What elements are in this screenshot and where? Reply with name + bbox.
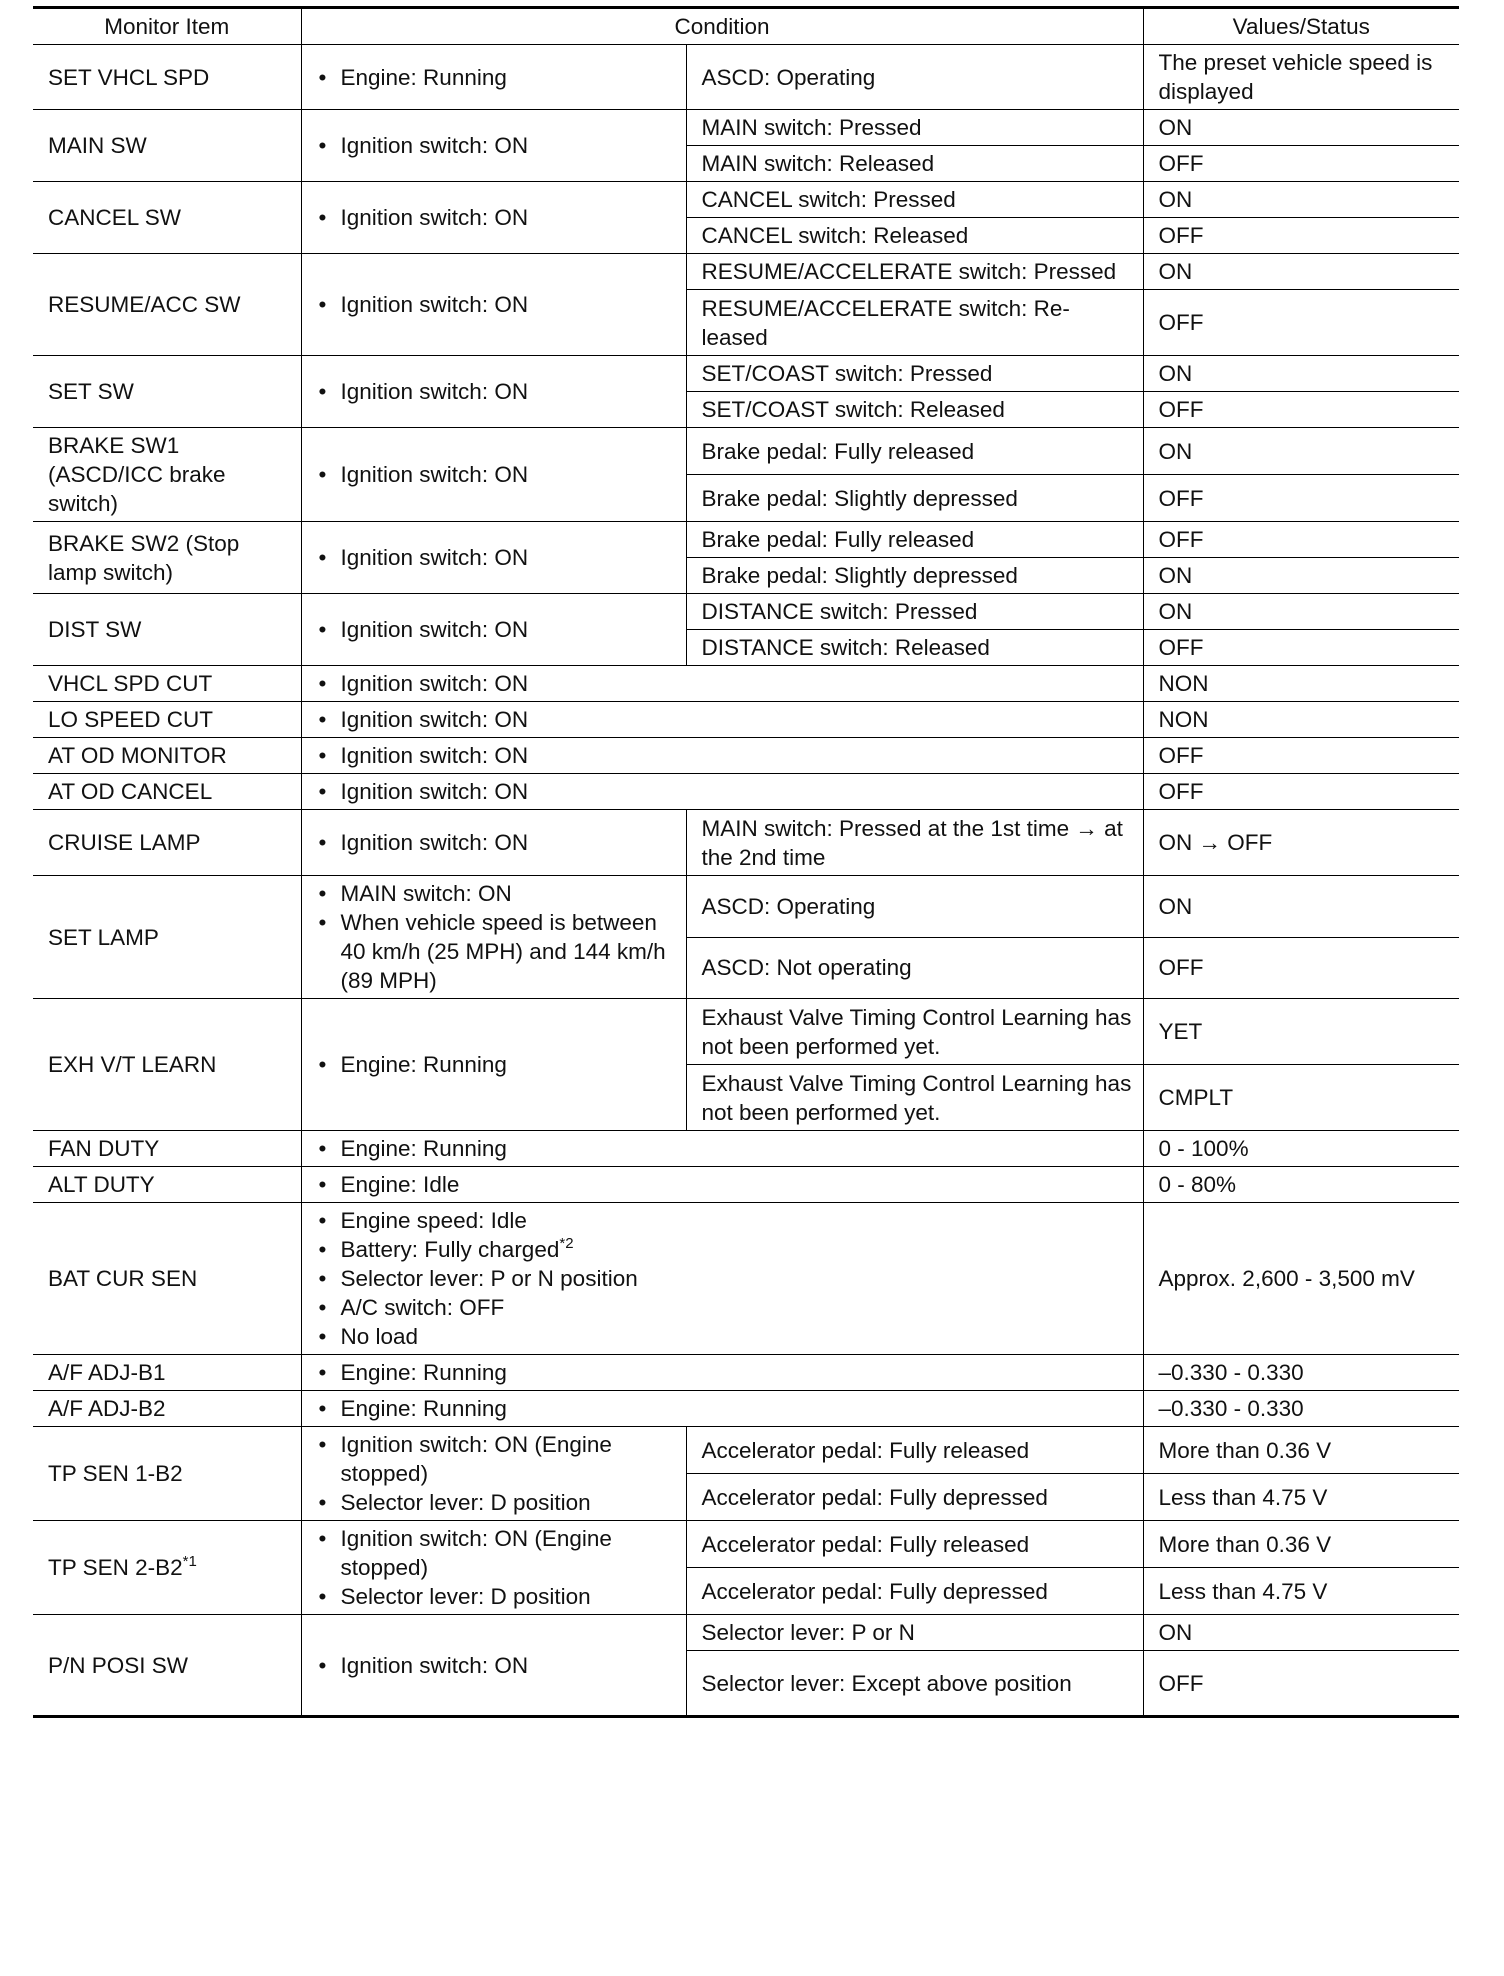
condition-list [317, 1394, 1133, 1423]
condition-exh-v-t-learn [301, 999, 686, 1131]
condition-bullet [317, 63, 676, 92]
value-status: More than 0.36 V [1143, 1521, 1459, 1568]
condition-bullet [317, 1488, 676, 1517]
table-row [33, 1427, 1459, 1474]
monitor-item-label: AT OD MONITOR [48, 743, 227, 768]
value-status: More than 0.36 V [1143, 1427, 1459, 1474]
condition-bullet [317, 828, 676, 857]
table-row [33, 522, 1459, 558]
condition-list [317, 131, 676, 160]
value-status: ON [1143, 182, 1459, 218]
sub-condition: Brake pedal: Fully released [686, 428, 1143, 475]
condition-text: Engine speed: Idle [340, 1208, 527, 1233]
condition-list [317, 1651, 676, 1680]
condition-text: Selector lever: D position [340, 1490, 591, 1515]
condition-list [317, 1170, 1133, 1199]
value-status: Approx. 2,600 - 3,500 mV [1143, 1203, 1459, 1355]
value-status: CMPLT [1143, 1065, 1459, 1131]
sub-condition: Accelerator pedal: Fully released [686, 1521, 1143, 1568]
value-status: OFF [1143, 146, 1459, 182]
condition-list [317, 290, 676, 319]
value-status: NON [1143, 666, 1459, 702]
sub-condition: Accelerator pedal: Fully released [686, 1427, 1143, 1474]
condition-list [317, 615, 676, 644]
monitor-item-label: A/F ADJ-B2 [48, 1396, 166, 1421]
condition-text: A/C switch: OFF [340, 1295, 505, 1320]
monitor-item-brake-sw2-stop-lamp-switch [33, 522, 301, 594]
condition-text: Engine: Running [340, 1360, 507, 1385]
table-row [33, 810, 1459, 876]
table-row [33, 1615, 1459, 1651]
sub-condition: Exhaust Valve Timing Control Learning has not been performed yet. [686, 999, 1143, 1065]
condition-text: Ignition switch: ON [340, 617, 529, 642]
table-row [33, 356, 1459, 392]
value-status: ON [1143, 356, 1459, 392]
sub-condition: MAIN switch: Pressed at the 1st time → at the 2nd time [686, 810, 1143, 876]
value-status: OFF [1143, 937, 1459, 999]
value-status: ON [1143, 254, 1459, 290]
monitor-item-at-od-cancel [33, 774, 301, 810]
condition-text: MAIN switch: ON [340, 881, 512, 906]
monitor-item-label: AT OD CANCEL [48, 779, 213, 804]
monitor-item-label: DIST SW [48, 617, 142, 642]
monitor-item-resume-acc-sw [33, 254, 301, 356]
monitor-item-label: BAT CUR SEN [48, 1266, 198, 1291]
condition-list [317, 828, 676, 857]
value-status: OFF [1143, 392, 1459, 428]
table-row [33, 666, 1459, 702]
monitor-item-label: RESUME/ACC SW [48, 292, 241, 317]
condition-list [317, 705, 1133, 734]
condition-bullet [317, 1170, 1133, 1199]
value-status: OFF [1143, 522, 1459, 558]
condition-cruise-lamp [301, 810, 686, 876]
value-status: 0 - 80% [1143, 1167, 1459, 1203]
condition-list [317, 1206, 1133, 1351]
condition-alt-duty [301, 1167, 1143, 1203]
footnote-marker: *2 [559, 1235, 574, 1252]
condition-text: Selector lever: D position [340, 1584, 591, 1609]
monitor-item-set-vhcl-spd [33, 45, 301, 110]
condition-bullet [317, 1524, 676, 1582]
sub-condition: Exhaust Valve Timing Control Learning has not been performed yet. [686, 1065, 1143, 1131]
condition-bullet [317, 377, 676, 406]
condition-bullet [317, 1050, 676, 1079]
condition-list [317, 377, 676, 406]
value-status: 0 - 100% [1143, 1131, 1459, 1167]
sub-condition: Brake pedal: Fully released [686, 522, 1143, 558]
value-status: OFF [1143, 774, 1459, 810]
condition-bullet [317, 1651, 676, 1680]
table-row [33, 594, 1459, 630]
sub-condition: Brake pedal: Slightly depressed [686, 475, 1143, 522]
monitor-item-p-n-posi-sw [33, 1615, 301, 1717]
monitor-item-tp-sen-2-b2 [33, 1521, 301, 1615]
monitor-item-fan-duty [33, 1131, 301, 1167]
condition-bullet [317, 741, 1133, 770]
sub-condition: Accelerator pedal: Fully depressed [686, 1568, 1143, 1615]
condition-lo-speed-cut [301, 702, 1143, 738]
monitor-item-label: VHCL SPD CUT [48, 671, 213, 696]
table-row [33, 774, 1459, 810]
condition-list [317, 1134, 1133, 1163]
value-status: ON [1143, 1615, 1459, 1651]
condition-bullet [317, 460, 676, 489]
condition-bullet [317, 1264, 1133, 1293]
condition-text: Engine: Idle [340, 1172, 460, 1197]
condition-bat-cur-sen [301, 1203, 1143, 1355]
condition-resume-acc-sw [301, 254, 686, 356]
condition-text: Ignition switch: ON (Engine stopped) [340, 1432, 612, 1486]
condition-text: Ignition switch: ON [340, 671, 529, 696]
condition-text: Selector lever: P or N position [340, 1266, 638, 1291]
condition-set-vhcl-spd [301, 45, 686, 110]
monitor-item-alt-duty [33, 1167, 301, 1203]
value-status: ON → OFF [1143, 810, 1459, 876]
condition-text: Ignition switch: ON [340, 292, 529, 317]
condition-text: Ignition switch: ON [340, 205, 529, 230]
value-status: OFF [1143, 1651, 1459, 1717]
condition-text: Ignition switch: ON [340, 830, 529, 855]
condition-bullet [317, 1206, 1133, 1235]
condition-bullet [317, 669, 1133, 698]
monitor-item-label: TP SEN 2-B2 [48, 1555, 183, 1580]
monitor-item-label: SET LAMP [48, 924, 159, 950]
condition-bullet [317, 1293, 1133, 1322]
monitor-item-vhcl-spd-cut [33, 666, 301, 702]
sub-condition: Selector lever: Except above position [686, 1651, 1143, 1717]
condition-text: Ignition switch: ON [340, 707, 529, 732]
monitor-item-at-od-monitor [33, 738, 301, 774]
condition-text: Ignition switch: ON [340, 1652, 529, 1678]
condition-text: No load [340, 1324, 419, 1349]
condition-bullet [317, 131, 676, 160]
monitor-item-a-f-adj-b2 [33, 1391, 301, 1427]
condition-tp-sen-1-b2 [301, 1427, 686, 1521]
sub-condition: ASCD: Operating [686, 876, 1143, 938]
sub-condition: RESUME/ACCELERATE switch: Pressed [686, 254, 1143, 290]
condition-list [317, 1430, 676, 1517]
condition-bullet [317, 203, 676, 232]
sub-condition: DISTANCE switch: Released [686, 630, 1143, 666]
value-status: OFF [1143, 738, 1459, 774]
table-row [33, 1355, 1459, 1391]
condition-list [317, 1050, 676, 1079]
condition-list [317, 460, 676, 489]
condition-at-od-cancel [301, 774, 1143, 810]
monitor-item-main-sw [33, 110, 301, 182]
monitor-item-label: SET SW [48, 379, 134, 404]
header-row [33, 8, 1459, 45]
table-body [33, 45, 1459, 1717]
monitor-item-cruise-lamp [33, 810, 301, 876]
monitor-item-label: CANCEL SW [48, 205, 181, 230]
condition-list [317, 1524, 676, 1611]
value-status: The preset vehicle speed is displayed [1143, 45, 1459, 110]
condition-text: Ignition switch: ON (Engine stopped) [340, 1526, 612, 1580]
condition-fan-duty [301, 1131, 1143, 1167]
value-status: OFF [1143, 218, 1459, 254]
monitor-item-label: CRUISE LAMP [48, 830, 201, 855]
monitor-item-label: TP SEN 1-B2 [48, 1461, 183, 1486]
condition-list [317, 543, 676, 572]
condition-text: Ignition switch: ON [340, 133, 529, 158]
monitor-item-label: FAN DUTY [48, 1136, 160, 1161]
condition-bullet [317, 615, 676, 644]
sub-condition: ASCD: Not operating [686, 937, 1143, 999]
sub-condition: SET/COAST switch: Pressed [686, 356, 1143, 392]
sub-condition: SET/COAST switch: Released [686, 392, 1143, 428]
condition-list [317, 1358, 1133, 1387]
table-row [33, 110, 1459, 146]
monitor-item-label: BRAKE SW2 (Stop lamp switch) [48, 530, 240, 585]
value-status: ON [1143, 876, 1459, 938]
condition-bullet [317, 1134, 1133, 1163]
table-row [33, 1391, 1459, 1427]
value-status: –0.330 - 0.330 [1143, 1391, 1459, 1427]
condition-list [317, 879, 676, 995]
condition-text: Engine: Running [340, 1396, 507, 1421]
condition-list [317, 203, 676, 232]
sub-condition: DISTANCE switch: Pressed [686, 594, 1143, 630]
monitor-item-label: A/F ADJ-B1 [48, 1360, 166, 1385]
condition-bullet [317, 1235, 1133, 1264]
table-row [33, 876, 1459, 938]
condition-tp-sen-2-b2 [301, 1521, 686, 1615]
value-status: OFF [1143, 630, 1459, 666]
table-row [33, 1167, 1459, 1203]
table-row [33, 1131, 1459, 1167]
condition-text: Engine: Running [340, 1136, 507, 1161]
value-status: ON [1143, 558, 1459, 594]
condition-list [317, 63, 676, 92]
monitor-item-table [33, 6, 1459, 1718]
condition-bullet [317, 908, 676, 995]
condition-bullet [317, 879, 676, 908]
table-row [33, 702, 1459, 738]
monitor-item-exh-v-t-learn [33, 999, 301, 1131]
table-row [33, 254, 1459, 290]
table-row [33, 428, 1459, 475]
condition-set-lamp [301, 876, 686, 999]
condition-at-od-monitor [301, 738, 1143, 774]
monitor-item-label: ALT DUTY [48, 1172, 155, 1197]
sub-condition: MAIN switch: Released [686, 146, 1143, 182]
monitor-item-set-lamp [33, 876, 301, 999]
monitor-item-label: SET VHCL SPD [48, 64, 210, 90]
value-status: OFF [1143, 290, 1459, 356]
condition-cancel-sw [301, 182, 686, 254]
condition-text: Engine: Running [340, 1052, 507, 1077]
table-row [33, 1203, 1459, 1355]
footnote-marker: *1 [182, 1553, 197, 1570]
condition-dist-sw [301, 594, 686, 666]
monitor-item-label: LO SPEED CUT [48, 707, 214, 732]
condition-vhcl-spd-cut [301, 666, 1143, 702]
value-status: ON [1143, 428, 1459, 475]
condition-text: Ignition switch: ON [340, 462, 529, 487]
condition-text: Battery: Fully charged [340, 1237, 560, 1262]
value-status: ON [1143, 110, 1459, 146]
monitor-item-label: BRAKE SW1 (ASCD/ICC brake switch) [48, 433, 226, 516]
condition-bullet [317, 777, 1133, 806]
monitor-item-lo-speed-cut [33, 702, 301, 738]
sub-condition: Selector lever: P or N [686, 1615, 1143, 1651]
sub-condition: Accelerator pedal: Fully depressed [686, 1474, 1143, 1521]
header-condition: Condition [301, 8, 1143, 45]
condition-brake-sw2-stop-lamp-switch [301, 522, 686, 594]
condition-a-f-adj-b1 [301, 1355, 1143, 1391]
table-row [33, 1521, 1459, 1568]
header-values-status: Values/Status [1143, 8, 1459, 45]
sub-condition: CANCEL switch: Pressed [686, 182, 1143, 218]
value-status: NON [1143, 702, 1459, 738]
value-status: ON [1143, 594, 1459, 630]
condition-bullet [317, 543, 676, 572]
condition-list [317, 741, 1133, 770]
table-row [33, 999, 1459, 1065]
monitor-item-cancel-sw [33, 182, 301, 254]
monitor-item-tp-sen-1-b2 [33, 1427, 301, 1521]
value-status: –0.330 - 0.330 [1143, 1355, 1459, 1391]
monitor-item-label: MAIN SW [48, 133, 147, 158]
condition-text: Ignition switch: ON [340, 545, 529, 570]
value-status: OFF [1143, 475, 1459, 522]
condition-bullet [317, 1582, 676, 1611]
monitor-item-brake-sw1-ascd-icc-brake-switch [33, 428, 301, 522]
condition-list [317, 669, 1133, 698]
monitor-item-dist-sw [33, 594, 301, 666]
monitor-item-label: P/N POSI SW [48, 1652, 189, 1678]
condition-bullet [317, 1430, 676, 1488]
condition-brake-sw1-ascd-icc-brake-switch [301, 428, 686, 522]
sub-condition: MAIN switch: Pressed [686, 110, 1143, 146]
condition-a-f-adj-b2 [301, 1391, 1143, 1427]
condition-p-n-posi-sw [301, 1615, 686, 1717]
sub-condition: Brake pedal: Slightly depressed [686, 558, 1143, 594]
monitor-item-bat-cur-sen [33, 1203, 301, 1355]
header-monitor-item: Monitor Item [33, 8, 301, 45]
condition-text: Ignition switch: ON [340, 779, 529, 804]
value-status: Less than 4.75 V [1143, 1568, 1459, 1615]
table-row [33, 738, 1459, 774]
monitor-item-a-f-adj-b1 [33, 1355, 301, 1391]
value-status: Less than 4.75 V [1143, 1474, 1459, 1521]
condition-text: Ignition switch: ON [340, 379, 529, 404]
condition-bullet [317, 1322, 1133, 1351]
value-status: YET [1143, 999, 1459, 1065]
monitor-item-label: EXH V/T LEARN [48, 1052, 217, 1077]
condition-bullet [317, 705, 1133, 734]
monitor-item-set-sw [33, 356, 301, 428]
condition-text: When vehicle speed is between 40 km/h (25 MPH) and 144 km/h (89 MPH) [340, 910, 666, 993]
condition-bullet [317, 290, 676, 319]
condition-main-sw [301, 110, 686, 182]
sub-condition: RESUME/ACCELERATE switch: Re-leased [686, 290, 1143, 356]
condition-text: Ignition switch: ON [340, 743, 529, 768]
condition-text: Engine: Running [340, 64, 507, 90]
condition-bullet [317, 1358, 1133, 1387]
table-row [33, 182, 1459, 218]
condition-list [317, 777, 1133, 806]
condition-bullet [317, 1394, 1133, 1423]
condition-set-sw [301, 356, 686, 428]
sub-condition: CANCEL switch: Released [686, 218, 1143, 254]
sub-condition: ASCD: Operating [686, 45, 1143, 110]
table-row [33, 45, 1459, 110]
